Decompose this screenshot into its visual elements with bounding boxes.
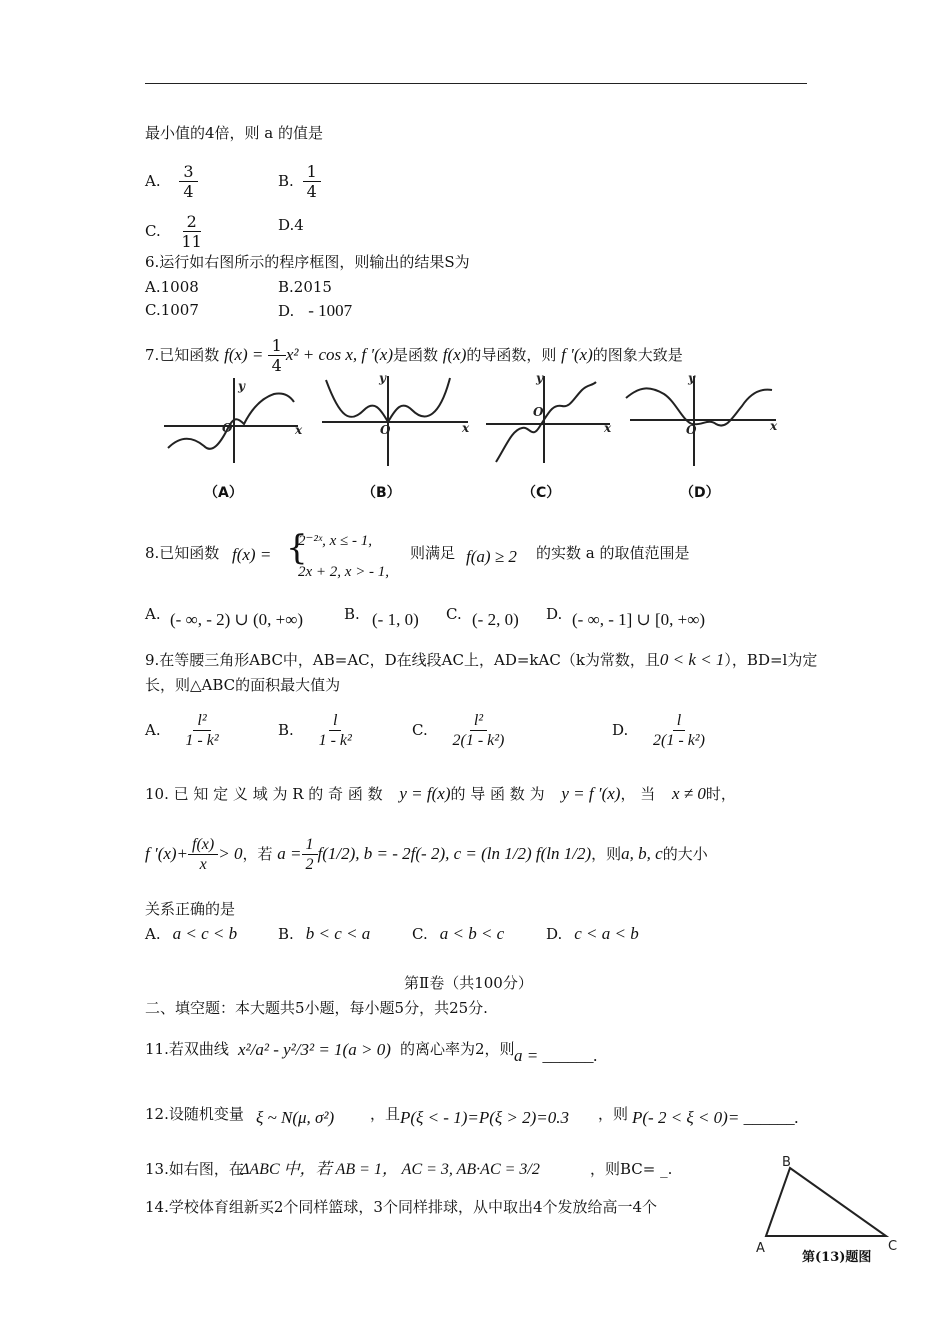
q13-stem-a: 13.如右图，在 xyxy=(145,1160,244,1178)
q13-formula: ΔABC 中，若 AB = 1， AC = 3, AB·AC = 3/2 xyxy=(240,1161,540,1178)
graph-d-label: （D） xyxy=(680,485,720,501)
graph-c-y-label: y xyxy=(536,371,543,385)
q13-figure-caption: 第(13)题图 xyxy=(802,1250,872,1265)
q5-option-a: A. $\frac{3}{4}$ xyxy=(145,163,198,201)
q11-formula: x²/a² - y²/3² = 1(a > 0) xyxy=(238,1040,391,1059)
q8-stem-b: 则满足 xyxy=(410,544,456,562)
header-rule xyxy=(145,83,807,84)
q8-option-d: D. xyxy=(546,605,563,623)
q8-case1: 2⁻²ˣ, x ≤ - 1, xyxy=(298,533,373,549)
q11-stem-b: 的离心率为2，则 xyxy=(400,1040,515,1058)
q10-line2: f ′(x)+ $\frac{f(x)}{x}$ > 0，若 a = $\frac{1}{2}$ f(1/2), b = - 2f(- 2), c = (ln 1/2) f(ln 1/2)，则a, b, c的大小 xyxy=(145,836,708,873)
q8-option-a-value: (- ∞, - 2) ∪ (0, +∞) xyxy=(170,610,304,629)
q8-fx: f(x) = xyxy=(232,545,272,564)
q8-cond: f(a) ≥ 2 xyxy=(466,547,517,566)
q8-brace: { xyxy=(286,528,308,568)
q8-stem-a: 8.已知函数 xyxy=(145,544,220,562)
q8-option-c: C. xyxy=(446,605,462,623)
section-title: 第Ⅱ卷（共100分） xyxy=(404,974,533,992)
vertex-a-label: A xyxy=(756,1241,765,1256)
q5-option-c: C. $\frac{2}{11}$ xyxy=(145,212,202,251)
graph-d-y-label: y xyxy=(688,371,695,385)
q6-option-a: A.1008 xyxy=(145,278,199,296)
q14-stem: 14.学校体育组新买2个同样篮球，3个同样排球，从中取出4个发放给高一4个 xyxy=(145,1198,658,1216)
q12-cond: P(ξ < - 1)=P(ξ > 2)=0.3 xyxy=(400,1108,570,1127)
q8-option-c-value: (- 2, 0) xyxy=(472,610,519,629)
q8-option-b: B. xyxy=(344,605,360,623)
q8-option-b-value: (- 1, 0) xyxy=(372,610,419,629)
section-heading: 二、填空题：本大题共5小题，每小题5分，共25分. xyxy=(145,999,488,1017)
graph-c-origin: O xyxy=(533,405,544,419)
q13-stem-b: ，则BC= _. xyxy=(590,1160,673,1178)
vertex-b-label: B xyxy=(782,1155,791,1170)
q9-option-d: D. $\frac{l}{\text{2(1 - k²)}}$ xyxy=(612,712,705,749)
q10-option-b: B. b < c < a xyxy=(278,924,371,943)
graph-a-label: （A） xyxy=(204,485,243,501)
graph-b-label: （B） xyxy=(362,485,401,501)
q11-answer: a = ______. xyxy=(514,1046,598,1065)
q9-line2: 长，则△ABC的面积最大值为 xyxy=(145,676,341,694)
q7-stem: 7.已知函数 f(x) = $\frac{1}{4}$ x² + cos x, f ′(x)是函数 f(x)的导函数，则 f ′(x)的图象大致是 xyxy=(145,336,683,375)
graph-b-origin: O xyxy=(380,423,391,437)
q8-option-a: A. xyxy=(145,605,161,623)
graph-b-y-label: y xyxy=(379,371,386,385)
vertex-c-label: C xyxy=(888,1239,898,1254)
q6-option-b: B.2015 xyxy=(278,278,332,296)
graph-c xyxy=(486,376,610,463)
graph-a-origin: O xyxy=(222,421,233,435)
q10-line3: 关系正确的是 xyxy=(145,900,236,918)
q9-option-a: A. $\frac{\text{l²}}{\text{1 - k²}}$ xyxy=(145,712,219,749)
graph-a-y-label: y xyxy=(238,379,245,393)
graph-d-x-label: x xyxy=(770,419,778,433)
graph-d-origin: O xyxy=(686,423,697,437)
q12-formula: ξ ~ N(μ, σ²) xyxy=(256,1108,335,1127)
q11-stem-a: 11.若双曲线 xyxy=(145,1040,229,1058)
q10-option-c: C. a < b < c xyxy=(412,924,505,943)
q12-stem-b: ，且 xyxy=(370,1105,401,1123)
q5-option-d: D.4 xyxy=(278,216,304,234)
q6-stem: 6.运行如右图所示的程序框图，则输出的结果S为 xyxy=(145,253,470,271)
q9-line1: 9.在等腰三角形ABC中，AB=AC，D在线段AC上，AD=kAC（k为常数，且0 < k < 1），BD=l为定 xyxy=(145,650,818,669)
q9-option-b: B. $\frac{l}{\text{1 - k²}}$ xyxy=(278,712,352,749)
q8-case2: 2x + 2, x > - 1, xyxy=(298,564,390,580)
q5-option-b: B. $\frac{1}{4}$ xyxy=(278,163,321,201)
graph-d xyxy=(626,376,776,466)
q6-option-c: C.1007 xyxy=(145,301,199,319)
triangle-shape xyxy=(766,1168,886,1236)
q12-stem-c: ，则 xyxy=(598,1105,629,1123)
q13-triangle-figure xyxy=(752,1155,902,1256)
q12-ask: P(- 2 < ξ < 0)= ______. xyxy=(632,1108,799,1127)
q10-line1: 10. 已 知 定 义 域 为 R 的 奇 函 数 y = f(x)的 导 函 数 为 y = f ′(x)， 当 x ≠ 0时， xyxy=(145,784,736,803)
graph-b-x-label: x xyxy=(462,421,470,435)
q10-option-d: D. c < a < b xyxy=(546,924,639,943)
graph-b xyxy=(322,376,468,466)
graph-c-label: （C） xyxy=(522,485,561,501)
q8-stem-c: 的实数 a 的取值范围是 xyxy=(536,544,690,562)
q9-option-c: C. $\frac{\text{l²}}{\text{2(1 - k²)}}$ xyxy=(412,712,505,749)
q8-option-d-value: (- ∞, - 1] ∪ [0, +∞) xyxy=(572,610,706,629)
q5-tail: 最小值的4倍，则 a 的值是 xyxy=(145,124,324,142)
q6-option-d: D. - 1007 xyxy=(278,301,353,320)
q12-stem-a: 12.设随机变量 xyxy=(145,1105,244,1123)
q10-option-a: A. a < c < b xyxy=(145,924,238,943)
graph-a-x-label: x xyxy=(295,423,303,437)
graph-c-x-label: x xyxy=(604,421,612,435)
